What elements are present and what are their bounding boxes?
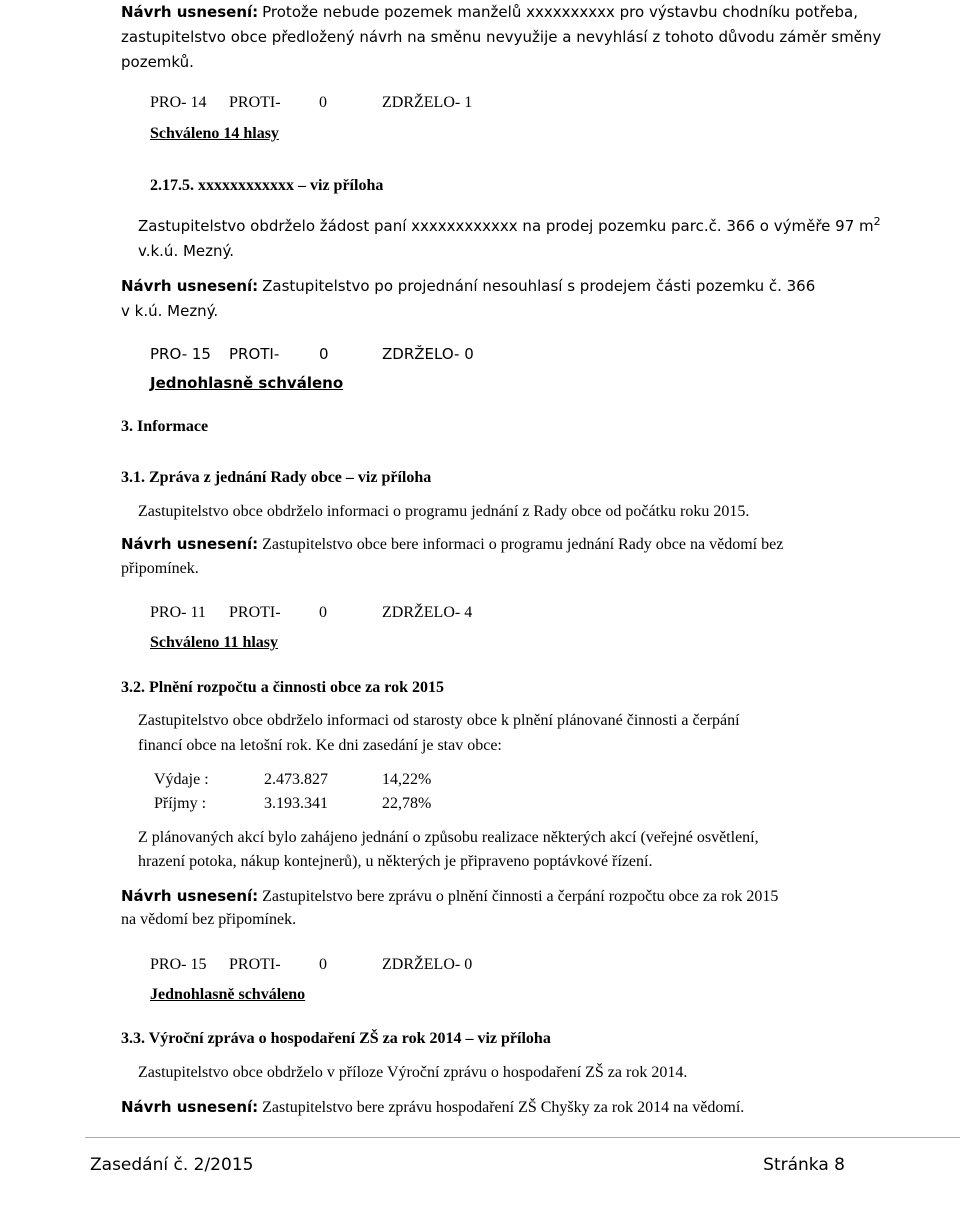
resolution-text-cont: zastupitelstvo obce předložený návrh na směnu nevyužije a nevyhlásí z tohoto důvodu záměr směny bbox=[121, 28, 882, 46]
budget-row-income bbox=[154, 794, 474, 814]
resolution-text-cont: pozemků. bbox=[121, 53, 194, 71]
vote-result: Schváleno 14 hlasy bbox=[150, 125, 279, 142]
resolution-text: Zastupitelstvo bere zprávu hospodaření ZŠ Chyšky za rok 2014 na vědomí. bbox=[262, 1099, 745, 1116]
budget-percent: 14,22% bbox=[382, 771, 432, 788]
vote-pro: PRO- 11 bbox=[150, 604, 206, 621]
section-heading: 3.2. Plnění rozpočtu a činnosti obce za rok 2015 bbox=[121, 679, 444, 696]
budget-label: Příjmy : bbox=[154, 795, 207, 812]
vote-proti: PROTI- bbox=[229, 345, 280, 363]
resolution-line bbox=[121, 534, 783, 555]
footer-page-number: Stránka 8 bbox=[763, 1155, 845, 1175]
vote-zdrzelo: ZDRŽELO- 0 bbox=[382, 345, 474, 363]
resolution-line bbox=[121, 1097, 744, 1118]
vote-proti: PROTI- bbox=[229, 94, 281, 111]
vote-line bbox=[150, 955, 550, 975]
resolution-text-cont: na vědomí bez připomínek. bbox=[121, 911, 297, 928]
vote-zdrzelo: ZDRŽELO- 1 bbox=[382, 94, 473, 111]
section-heading: 3.3. Výroční zpráva o hospodaření ZŠ za rok 2014 – viz příloha bbox=[121, 1030, 551, 1047]
chapter-heading: 3. Informace bbox=[121, 418, 209, 435]
resolution-text-cont: v k.ú. Mezný. bbox=[121, 302, 219, 320]
resolution-text: Protože nebude pozemek manželů xxxxxxxxxx pro výstavbu chodníku potřeba, bbox=[262, 3, 859, 21]
vote-pro: PRO- 15 bbox=[150, 956, 207, 973]
resolution-text: Zastupitelstvo obce bere informaci o programu jednání Rady obce na vědomí bez bbox=[262, 536, 784, 553]
vote-result: Schváleno 11 hlasy bbox=[150, 634, 279, 651]
budget-amount: 3.193.341 bbox=[264, 795, 328, 812]
resolution-text-cont: připomínek. bbox=[121, 560, 199, 577]
resolution-label: Návrh usnesení: bbox=[121, 887, 259, 905]
vote-proti-count: 0 bbox=[319, 956, 327, 973]
resolution-label: Návrh usnesení: bbox=[121, 1098, 259, 1116]
section-heading: 2.17.5. xxxxxxxxxxxx – viz příloha bbox=[150, 177, 384, 194]
vote-proti: PROTI- bbox=[229, 956, 281, 973]
resolution-line bbox=[121, 886, 778, 907]
vote-zdrzelo: ZDRŽELO- 4 bbox=[382, 604, 473, 621]
budget-amount: 2.473.827 bbox=[264, 771, 328, 788]
budget-row-expenses bbox=[154, 770, 474, 790]
section-note-cont: hrazení potoka, nákup kontejnerů), u některých je připraveno poptávkové řízení. bbox=[138, 853, 653, 870]
vote-proti-count: 0 bbox=[319, 604, 327, 621]
vote-line bbox=[150, 344, 550, 364]
vote-result: Jednohlasně schváleno bbox=[150, 374, 344, 392]
section-body: Zastupitelstvo obdrželo žádost paní xxxxxxxxxxxx na prodej pozemku parc.č. 366 o výměře 97 $m^2$ bbox=[138, 215, 881, 235]
resolution-text: Zastupitelstvo po projednání nesouhlasí s prodejem části pozemku č. 366 bbox=[262, 277, 816, 295]
resolution-text: Zastupitelstvo bere zprávu o plnění činnosti a čerpání rozpočtu obce za rok 2015 bbox=[262, 888, 779, 905]
budget-percent: 22,78% bbox=[382, 795, 432, 812]
vote-pro: PRO- 14 bbox=[150, 94, 207, 111]
section-body: Zastupitelstvo obce obdrželo informaci o programu jednání z Rady obce od počátku roku 2015. bbox=[138, 503, 750, 520]
section-body-cont: v.k.ú. Mezný. bbox=[138, 242, 235, 260]
section-note: Z plánovaných akcí bylo zahájeno jednání o způsobu realizace některých akcí (veřejné osvětlení, bbox=[138, 829, 759, 846]
section-body: Zastupitelstvo obce obdrželo v příloze Výroční zprávu o hospodaření ZŠ za rok 2014. bbox=[138, 1064, 688, 1081]
vote-line bbox=[150, 603, 550, 623]
resolution-label: Návrh usnesení: bbox=[121, 3, 259, 21]
vote-pro: PRO- 15 bbox=[150, 345, 211, 363]
footer-meeting: Zasedání č. 2/2015 bbox=[90, 1155, 254, 1175]
resolution-line bbox=[121, 2, 858, 23]
resolution-label: Návrh usnesení: bbox=[121, 535, 259, 553]
vote-proti: PROTI- bbox=[229, 604, 281, 621]
section-heading: 3.1. Zpráva z jednání Rady obce – viz příloha bbox=[121, 469, 432, 486]
vote-proti-count: 0 bbox=[319, 94, 327, 111]
section-body-cont: financí obce na letošní rok. Ke dni zasedání je stav obce: bbox=[138, 737, 502, 754]
section-body: Zastupitelstvo obce obdrželo informaci od starosty obce k plnění plánované činnosti a čerpání bbox=[138, 712, 740, 729]
resolution-line bbox=[121, 276, 815, 297]
vote-proti-count: 0 bbox=[319, 345, 329, 363]
vote-zdrzelo: ZDRŽELO- 0 bbox=[382, 956, 473, 973]
vote-result: Jednohlasně schváleno bbox=[150, 986, 306, 1003]
budget-label: Výdaje : bbox=[154, 771, 209, 788]
resolution-label: Návrh usnesení: bbox=[121, 277, 259, 295]
vote-line bbox=[150, 93, 550, 113]
footer-divider bbox=[85, 1137, 960, 1138]
